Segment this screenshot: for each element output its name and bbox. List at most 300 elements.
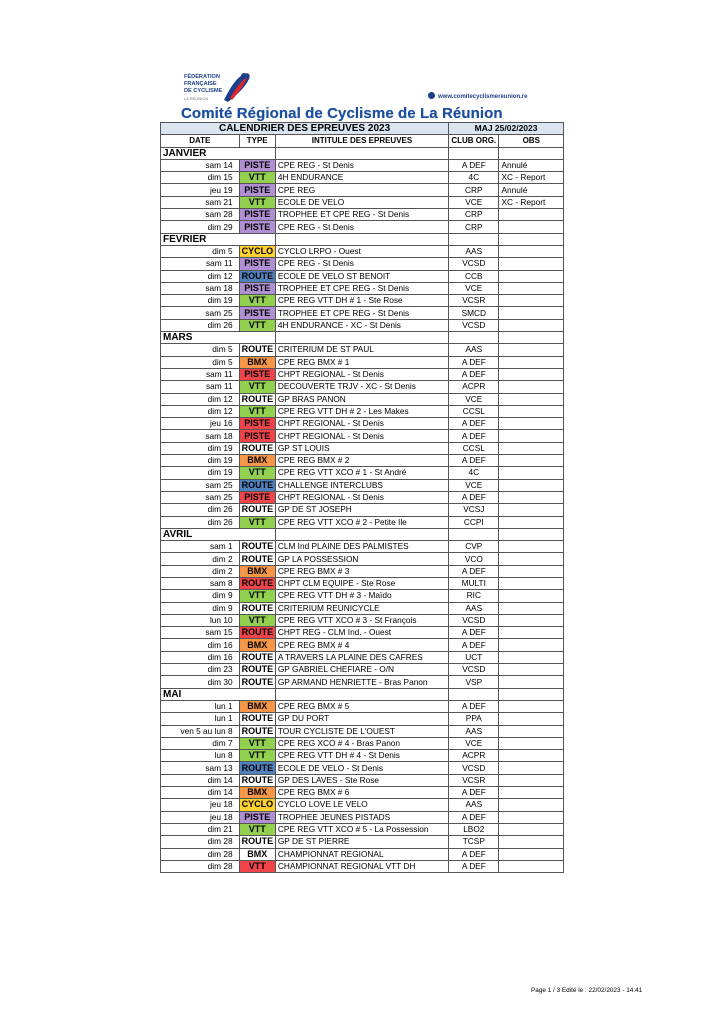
page-footer: Page 1 / 3 Edité le : 22/02/2023 - 14:41: [531, 987, 643, 994]
event-club: A DEF: [449, 430, 499, 442]
website-text: www.comitecyclismereunion.re: [438, 94, 528, 100]
event-title: CPE REG VTT XCO # 3 - St François: [275, 614, 448, 626]
event-type: VTT: [239, 737, 275, 749]
event-date: lun 1: [161, 713, 240, 725]
event-title: CPE REG XCO # 4 - Bras Panon: [275, 737, 448, 749]
table-row: [161, 221, 564, 233]
event-obs: [499, 787, 564, 799]
event-date: dim 12: [161, 270, 240, 282]
event-obs: [499, 344, 564, 356]
event-club: TCSP: [449, 836, 499, 848]
month-row-cell: [239, 688, 275, 700]
event-date: dim 29: [161, 221, 240, 233]
organization-title: Comité Régional de Cyclisme de La Réunion: [181, 105, 503, 122]
table-row: [161, 418, 564, 430]
event-date: dim 19: [161, 467, 240, 479]
event-title: GP BRAS PANON: [275, 393, 448, 405]
event-date: dim 23: [161, 664, 240, 676]
table-row: [161, 811, 564, 823]
event-obs: [499, 700, 564, 712]
event-date: dim 21: [161, 823, 240, 835]
event-club: VCSD: [449, 762, 499, 774]
month-row-cell: [449, 147, 499, 159]
event-type: BMX: [239, 848, 275, 860]
table-row: [161, 725, 564, 737]
month-row-cell: [449, 528, 499, 540]
event-obs: [499, 811, 564, 823]
table-row: [161, 762, 564, 774]
table-row: [161, 430, 564, 442]
event-date: dim 19: [161, 295, 240, 307]
event-title: CLM Ind PLAINE DES PALMISTES: [275, 541, 448, 553]
event-type: BMX: [239, 787, 275, 799]
table-row: [161, 209, 564, 221]
event-club: AAS: [449, 245, 499, 257]
update-date: MAJ 25/02/2023: [449, 123, 564, 135]
event-obs: [499, 504, 564, 516]
event-date: sam 25: [161, 491, 240, 503]
event-title: DECOUVERTE TRJV - XC - St Denis: [275, 381, 448, 393]
event-title: CYCLO LRPO - Ouest: [275, 245, 448, 257]
event-title: CPE REG VTT DH # 3 - Maïdo: [275, 590, 448, 602]
event-club: A DEF: [449, 356, 499, 368]
event-club: CCPI: [449, 516, 499, 528]
event-obs: [499, 541, 564, 553]
calendar-title: CALENDRIER DES EPREUVES 2023: [161, 123, 449, 135]
event-club: VCE: [449, 282, 499, 294]
event-type: BMX: [239, 356, 275, 368]
event-club: LBO2: [449, 823, 499, 835]
event-obs: [499, 368, 564, 380]
month-row: [161, 688, 564, 700]
event-title: A TRAVERS LA PLAINE DES CAFRES: [275, 651, 448, 663]
federation-line: DE CYCLISME: [184, 88, 223, 94]
event-title: CPE REG VTT XCO # 5 - La Possession: [275, 823, 448, 835]
event-type: ROUTE: [239, 725, 275, 737]
event-date: sam 18: [161, 282, 240, 294]
event-club: A DEF: [449, 565, 499, 577]
event-title: CPE REG VTT DH # 2 - Les Makes: [275, 405, 448, 417]
column-header-row: [161, 135, 564, 147]
event-date: dim 14: [161, 787, 240, 799]
month-row-cell: [239, 528, 275, 540]
event-club: VCE: [449, 393, 499, 405]
event-club: A DEF: [449, 787, 499, 799]
event-club: VCSD: [449, 319, 499, 331]
table-row: [161, 344, 564, 356]
event-club: A DEF: [449, 848, 499, 860]
event-date: dim 26: [161, 319, 240, 331]
event-type: ROUTE: [239, 774, 275, 786]
event-club: CRP: [449, 209, 499, 221]
event-title: TROPHEE ET CPE REG - St Denis: [275, 209, 448, 221]
event-obs: [499, 676, 564, 688]
event-title: CHPT REG - CLM Ind. - Ouest: [275, 627, 448, 639]
event-club: ACPR: [449, 381, 499, 393]
event-type: ROUTE: [239, 553, 275, 565]
event-title: GP DES LAVES - Ste Rose: [275, 774, 448, 786]
event-title: CHAMPIONNAT REGIONAL: [275, 848, 448, 860]
event-type: BMX: [239, 700, 275, 712]
col-type-header: TYPE: [239, 135, 275, 147]
table-row: [161, 319, 564, 331]
event-obs: [499, 750, 564, 762]
event-title: CHPT REGIONAL - St Denis: [275, 368, 448, 380]
col-date-header: DATE: [161, 135, 240, 147]
event-title: TROPHEE ET CPE REG - St Denis: [275, 282, 448, 294]
event-date: dim 5: [161, 356, 240, 368]
month-row-cell: [275, 688, 448, 700]
event-type: VTT: [239, 516, 275, 528]
event-date: dim 19: [161, 442, 240, 454]
event-type: PISTE: [239, 184, 275, 196]
event-obs: [499, 467, 564, 479]
event-date: jeu 19: [161, 184, 240, 196]
event-obs: [499, 553, 564, 565]
event-club: VSP: [449, 676, 499, 688]
event-title: GP DE ST PIERRE: [275, 836, 448, 848]
event-obs: [499, 270, 564, 282]
federation-name: [184, 74, 222, 102]
table-row: [161, 491, 564, 503]
event-title: TROPHEE JEUNES PISTADS: [275, 811, 448, 823]
event-type: ROUTE: [239, 664, 275, 676]
federation-logo: [184, 70, 264, 108]
event-type: VTT: [239, 196, 275, 208]
event-date: sam 11: [161, 258, 240, 270]
event-type: VTT: [239, 467, 275, 479]
event-title: CYCLO LOVE LE VELO: [275, 799, 448, 811]
table-row: [161, 823, 564, 835]
event-title: GP DE ST JOSEPH: [275, 504, 448, 516]
event-type: ROUTE: [239, 577, 275, 589]
event-club: A DEF: [449, 418, 499, 430]
table-row: [161, 860, 564, 872]
event-title: CPE REG BMX # 6: [275, 787, 448, 799]
event-title: CHPT REGIONAL - St Denis: [275, 430, 448, 442]
event-club: PPA: [449, 713, 499, 725]
event-type: PISTE: [239, 418, 275, 430]
table-row: [161, 750, 564, 762]
table-row: [161, 516, 564, 528]
event-type: PISTE: [239, 491, 275, 503]
event-obs: [499, 307, 564, 319]
event-type: PISTE: [239, 209, 275, 221]
event-obs: [499, 295, 564, 307]
event-club: 4C: [449, 172, 499, 184]
table-row: [161, 713, 564, 725]
event-obs: [499, 639, 564, 651]
event-date: dim 5: [161, 245, 240, 257]
event-club: A DEF: [449, 860, 499, 872]
event-title: CPE REG BMX # 4: [275, 639, 448, 651]
event-date: dim 15: [161, 172, 240, 184]
table-row: [161, 258, 564, 270]
event-type: ROUTE: [239, 836, 275, 848]
event-date: dim 12: [161, 393, 240, 405]
event-type: VTT: [239, 860, 275, 872]
event-club: CCSL: [449, 405, 499, 417]
table-row: [161, 848, 564, 860]
event-obs: [499, 737, 564, 749]
event-title: CRITERIUM DE ST PAUL: [275, 344, 448, 356]
event-date: sam 13: [161, 762, 240, 774]
event-obs: [499, 627, 564, 639]
event-obs: [499, 651, 564, 663]
event-type: PISTE: [239, 368, 275, 380]
event-date: sam 21: [161, 196, 240, 208]
event-club: UCT: [449, 651, 499, 663]
table-row: [161, 479, 564, 491]
event-title: CHALLENGE INTERCLUBS: [275, 479, 448, 491]
event-obs: [499, 614, 564, 626]
event-club: 4C: [449, 467, 499, 479]
event-type: VTT: [239, 405, 275, 417]
event-title: CHAMPIONNAT REGIONAL VTT DH: [275, 860, 448, 872]
event-title: CPE REG - St Denis: [275, 159, 448, 171]
event-club: VCO: [449, 553, 499, 565]
event-date: dim 28: [161, 848, 240, 860]
event-club: VCSJ: [449, 504, 499, 516]
event-title: 4H ENDURANCE: [275, 172, 448, 184]
event-date: dim 26: [161, 504, 240, 516]
event-date: sam 14: [161, 159, 240, 171]
event-obs: [499, 823, 564, 835]
event-club: VCSD: [449, 614, 499, 626]
event-title: CPE REG VTT XCO # 1 - St André: [275, 467, 448, 479]
event-type: ROUTE: [239, 442, 275, 454]
month-row-cell: [499, 688, 564, 700]
event-title: TOUR CYCLISTE DE L'OUEST: [275, 725, 448, 737]
col-event-header: INTITULE DES EPREUVES: [275, 135, 448, 147]
table-row: [161, 836, 564, 848]
month-name: MAI: [161, 688, 240, 700]
event-type: ROUTE: [239, 504, 275, 516]
event-obs: [499, 762, 564, 774]
event-obs: [499, 221, 564, 233]
table-row: [161, 295, 564, 307]
event-obs: [499, 577, 564, 589]
table-row: [161, 159, 564, 171]
event-title: CPE REG: [275, 184, 448, 196]
event-obs: Annulé: [499, 184, 564, 196]
event-obs: [499, 590, 564, 602]
event-obs: [499, 245, 564, 257]
month-row: [161, 233, 564, 245]
table-row: [161, 196, 564, 208]
table-row: [161, 787, 564, 799]
event-club: VCSR: [449, 295, 499, 307]
table-row: [161, 381, 564, 393]
event-date: dim 16: [161, 639, 240, 651]
event-type: ROUTE: [239, 393, 275, 405]
event-type: ROUTE: [239, 344, 275, 356]
col-club-header: CLUB ORG.: [449, 135, 499, 147]
event-title: CPE REG VTT DH # 4 - St Denis: [275, 750, 448, 762]
event-type: ROUTE: [239, 676, 275, 688]
month-row-cell: [275, 528, 448, 540]
event-title: CHPT REGIONAL - St Denis: [275, 491, 448, 503]
event-club: A DEF: [449, 811, 499, 823]
table-row: [161, 467, 564, 479]
table-row: [161, 676, 564, 688]
event-date: dim 9: [161, 590, 240, 602]
table-row: [161, 270, 564, 282]
event-club: RIC: [449, 590, 499, 602]
table-row: [161, 307, 564, 319]
event-type: VTT: [239, 590, 275, 602]
event-obs: [499, 848, 564, 860]
event-date: ven 5 au lun 8: [161, 725, 240, 737]
event-title: CPE REG VTT XCO # 2 - Petite Ile: [275, 516, 448, 528]
event-date: dim 2: [161, 565, 240, 577]
event-title: 4H ENDURANCE - XC - St Denis: [275, 319, 448, 331]
event-date: lun 8: [161, 750, 240, 762]
table-row: [161, 245, 564, 257]
event-obs: [499, 430, 564, 442]
event-title: CPE REG - St Denis: [275, 221, 448, 233]
month-row-cell: [499, 332, 564, 344]
event-type: PISTE: [239, 282, 275, 294]
event-date: dim 9: [161, 602, 240, 614]
event-obs: [499, 479, 564, 491]
month-row: [161, 147, 564, 159]
event-title: CPE REG BMX # 1: [275, 356, 448, 368]
event-type: BMX: [239, 639, 275, 651]
event-type: ROUTE: [239, 651, 275, 663]
event-club: CRP: [449, 221, 499, 233]
month-row-cell: [275, 332, 448, 344]
event-obs: [499, 393, 564, 405]
event-club: AAS: [449, 725, 499, 737]
table-row: [161, 553, 564, 565]
event-obs: [499, 491, 564, 503]
event-date: jeu 16: [161, 418, 240, 430]
event-type: CYCLO: [239, 245, 275, 257]
globe-icon: [428, 92, 435, 99]
table-row: [161, 393, 564, 405]
event-obs: [499, 209, 564, 221]
table-row: [161, 565, 564, 577]
event-type: VTT: [239, 614, 275, 626]
event-date: dim 12: [161, 405, 240, 417]
event-club: VCSD: [449, 258, 499, 270]
event-title: CPE REG - St Denis: [275, 258, 448, 270]
event-obs: [499, 319, 564, 331]
event-title: CHPT REGIONAL - St Denis: [275, 418, 448, 430]
event-obs: [499, 836, 564, 848]
event-date: dim 28: [161, 836, 240, 848]
event-title: CRITERIUM REUNICYCLE: [275, 602, 448, 614]
federation-line: FÉDÉRATION: [184, 74, 220, 80]
event-obs: [499, 381, 564, 393]
event-date: dim 2: [161, 553, 240, 565]
table-row: [161, 356, 564, 368]
event-date: lun 1: [161, 700, 240, 712]
event-type: PISTE: [239, 811, 275, 823]
event-title: ECOLE DE VELO ST BENOIT: [275, 270, 448, 282]
event-title: CHPT CLM EQUIPE - Ste Rose: [275, 577, 448, 589]
table-row: [161, 442, 564, 454]
event-date: sam 8: [161, 577, 240, 589]
event-date: sam 18: [161, 430, 240, 442]
month-row-cell: [449, 332, 499, 344]
event-club: AAS: [449, 799, 499, 811]
event-obs: [499, 282, 564, 294]
month-row-cell: [239, 233, 275, 245]
event-club: A DEF: [449, 639, 499, 651]
event-title: TROPHEE ET CPE REG - St Denis: [275, 307, 448, 319]
event-obs: [499, 455, 564, 467]
event-obs: [499, 725, 564, 737]
event-title: GP GABRIEL CHEFIARE - O/N: [275, 664, 448, 676]
month-row-cell: [239, 147, 275, 159]
event-type: VTT: [239, 319, 275, 331]
table-row: [161, 799, 564, 811]
month-name: FEVRIER: [161, 233, 240, 245]
website-link[interactable]: [428, 92, 527, 100]
event-title: GP ST LOUIS: [275, 442, 448, 454]
event-club: A DEF: [449, 368, 499, 380]
federation-line: FRANÇAISE: [184, 81, 217, 87]
calendar-title-row: [161, 123, 564, 135]
event-obs: [499, 713, 564, 725]
col-obs-header: OBS: [499, 135, 564, 147]
table-row: [161, 774, 564, 786]
event-club: A DEF: [449, 627, 499, 639]
event-type: ROUTE: [239, 270, 275, 282]
table-row: [161, 700, 564, 712]
event-club: VCE: [449, 196, 499, 208]
event-title: ECOLE DE VELO - St Denis: [275, 762, 448, 774]
month-row-cell: [499, 233, 564, 245]
event-obs: [499, 602, 564, 614]
event-obs: [499, 799, 564, 811]
event-club: CCB: [449, 270, 499, 282]
month-row-cell: [449, 688, 499, 700]
month-name: JANVIER: [161, 147, 240, 159]
event-title: GP ARMAND HENRIETTE - Bras Panon: [275, 676, 448, 688]
event-club: AAS: [449, 602, 499, 614]
event-club: VCE: [449, 479, 499, 491]
table-row: [161, 577, 564, 589]
month-row-cell: [499, 147, 564, 159]
event-title: CPE REG BMX # 5: [275, 700, 448, 712]
month-row-cell: [499, 528, 564, 540]
event-club: CRP: [449, 184, 499, 196]
event-obs: [499, 774, 564, 786]
event-title: GP DU PORT: [275, 713, 448, 725]
table-row: [161, 172, 564, 184]
event-obs: [499, 516, 564, 528]
event-obs: [499, 442, 564, 454]
event-date: sam 11: [161, 381, 240, 393]
event-club: A DEF: [449, 159, 499, 171]
event-date: dim 30: [161, 676, 240, 688]
document-header: [160, 66, 564, 122]
event-club: VCSD: [449, 664, 499, 676]
table-row: [161, 590, 564, 602]
event-club: VCE: [449, 737, 499, 749]
event-club: A DEF: [449, 455, 499, 467]
event-type: ROUTE: [239, 541, 275, 553]
event-type: ROUTE: [239, 602, 275, 614]
table-row: [161, 541, 564, 553]
table-row: [161, 737, 564, 749]
event-date: sam 1: [161, 541, 240, 553]
event-type: PISTE: [239, 258, 275, 270]
cyclist-logo-icon: [222, 70, 252, 106]
